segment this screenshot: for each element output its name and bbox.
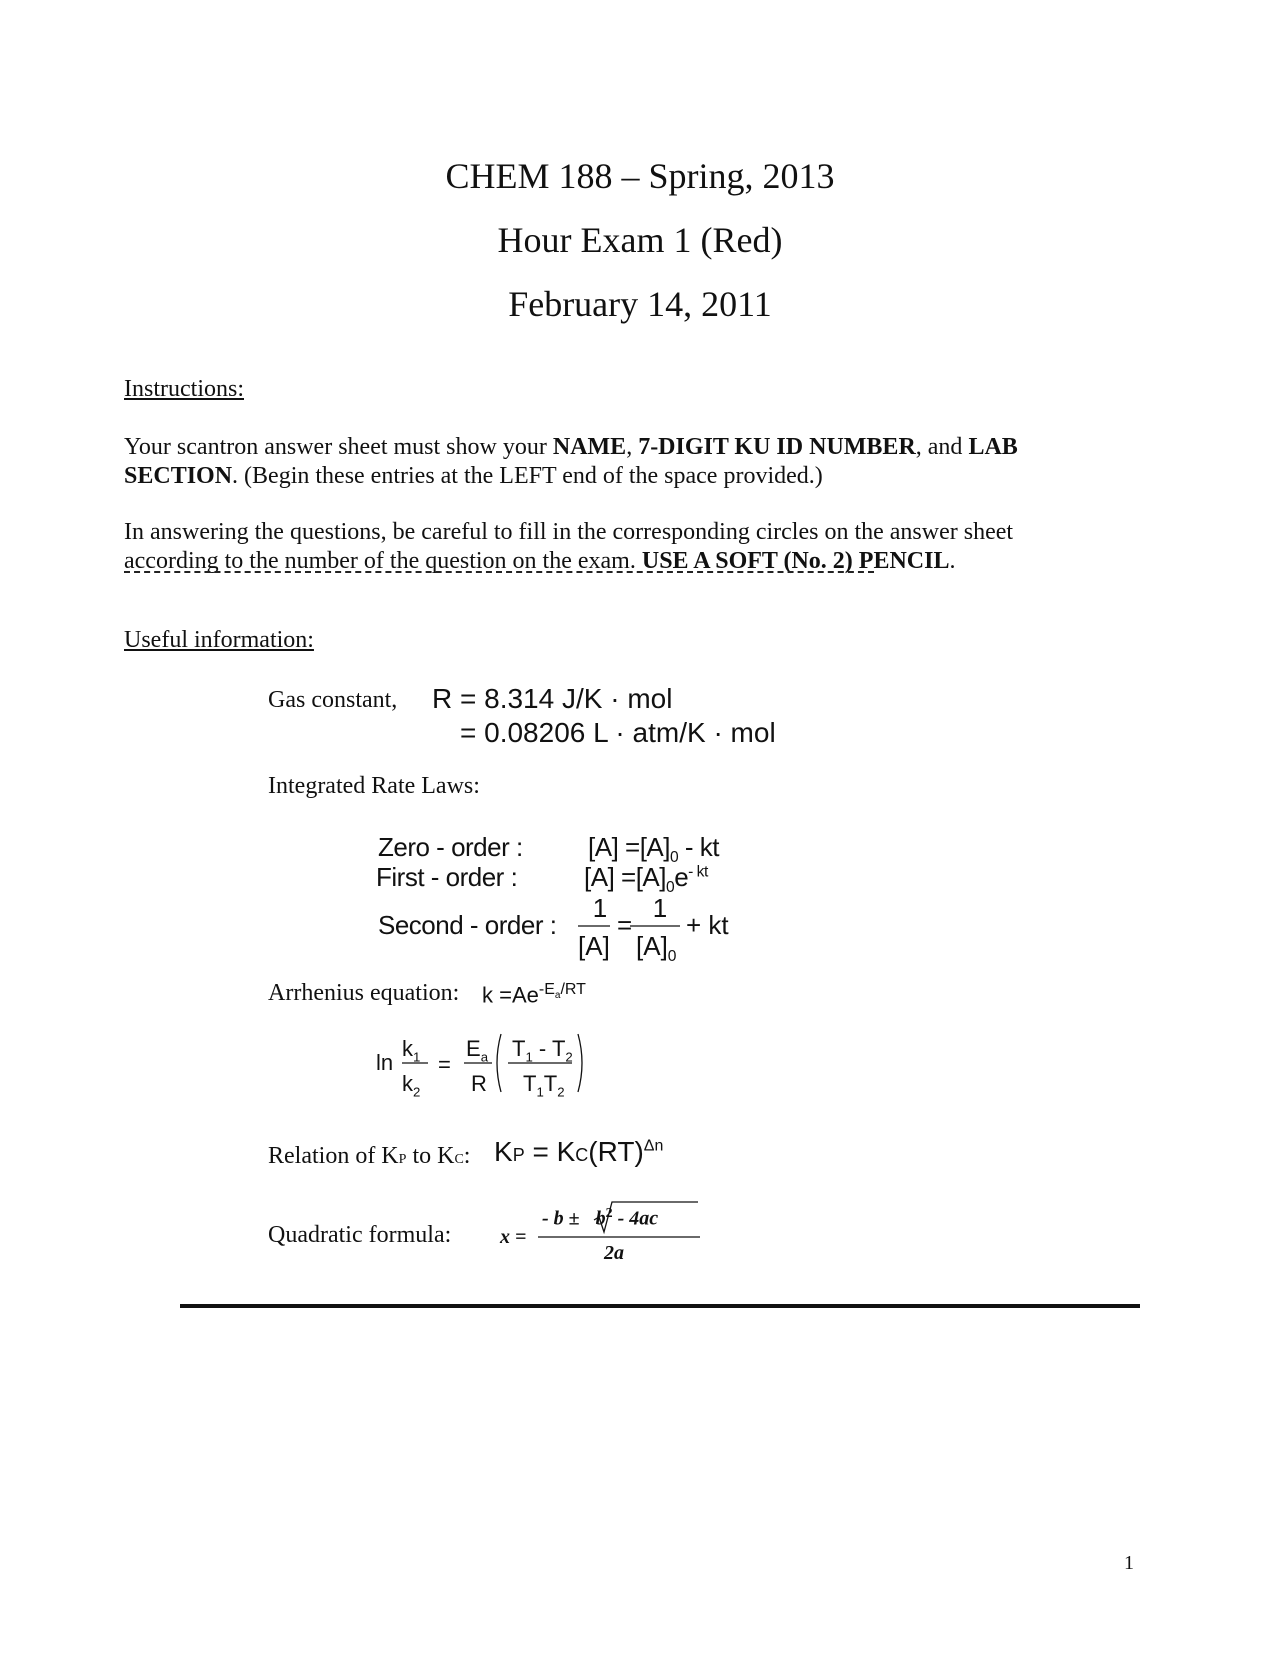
zero-order-label: Zero - order :	[378, 832, 523, 862]
useful-info-heading: Useful information:	[124, 627, 314, 653]
second-order-label: Second - order :	[378, 910, 557, 940]
ln-symbol: ln	[376, 1050, 394, 1075]
name-emphasis: NAME	[552, 434, 627, 460]
second-order-denominator-1: [A]	[578, 931, 610, 961]
zero-order-equation: $[A] =[A]_0$ - kt	[588, 832, 720, 867]
arrhenius-label: Arrhenius equation:	[268, 980, 460, 1006]
id-emphasis: 7-DIGIT KU ID NUMBER	[638, 434, 916, 460]
arrhenius-equation: $k =Ae^{-E_a/RT}$	[482, 981, 586, 1008]
quadratic-numerator: - $b \pm b^2 - 4ac$	[542, 1206, 659, 1230]
instructions-paragraph-1: Your scantron answer sheet must show your NAME, 7-DIGIT KU ID NUMBER, and LAB SECTION. (Begin these entries at the LEFT end of the space provided.)	[124, 434, 1018, 489]
ln-equals: =	[438, 1052, 451, 1077]
quadratic-denominator: 2a	[604, 1242, 624, 1264]
quadratic-label: Quadratic formula:	[268, 1222, 452, 1248]
gas-constant-label: Gas constant,	[268, 687, 398, 713]
k2-denominator: $k_2$	[402, 1071, 421, 1100]
relation-label: Relation of KP to KC:	[268, 1143, 471, 1169]
ea-numerator: $E_a$	[466, 1036, 489, 1065]
instructions-heading: Instructions:	[124, 376, 244, 402]
kp-kc-equation: KP = KC(RT)$^{\Delta n}$	[494, 1136, 664, 1167]
instructions-paragraph-2: In answering the questions, be careful to fill in the corresponding circles on the answer sheet according to the number of the question on the exam. USE A SOFT (No. 2) PENCIL.	[124, 519, 1014, 574]
page-number: 1	[1124, 1552, 1134, 1574]
horizontal-rule	[180, 1304, 1140, 1308]
t1-minus-t2-numerator: $T_1 - T_2$	[512, 1036, 573, 1065]
exam-date: February 14, 2011	[508, 284, 772, 324]
second-order-equals: =	[617, 910, 633, 940]
arrhenius-ratio-graphics	[400, 1030, 600, 1110]
second-order-numerator-1: 1	[592, 893, 608, 923]
gas-constant-line-1: R = 8.314 J/K · mol	[432, 683, 673, 714]
quadratic-graphics	[538, 1196, 708, 1240]
second-order-denominator-2: $[A]_0$	[636, 931, 677, 966]
exam-title: Hour Exam 1 (Red)	[497, 220, 783, 260]
lab-emphasis: LAB SECTION	[124, 434, 1018, 489]
pencil-emphasis: USE A SOFT (No. 2) PENCIL	[641, 548, 950, 574]
t1t2-denominator: $T_1T_2$	[523, 1071, 565, 1100]
k1-numerator: $k_1$	[402, 1036, 421, 1065]
r-denominator: R	[471, 1071, 487, 1096]
gas-constant-line-2: = 0.08206 L · atm/K · mol	[460, 717, 776, 748]
quadratic-x: x =	[500, 1226, 527, 1248]
sqrt-radical-icon	[594, 1202, 698, 1232]
first-order-label: First - order :	[376, 862, 518, 892]
second-order-numerator-2: 1	[652, 893, 668, 923]
course-title: CHEM 188 – Spring, 2013	[445, 156, 835, 196]
dashed-separator	[124, 571, 874, 573]
first-order-equation: $[A] =[A]_0e^{- kt}$	[584, 862, 708, 897]
left-paren	[497, 1034, 501, 1092]
rate-laws-label: Integrated Rate Laws:	[268, 773, 480, 799]
right-paren	[578, 1034, 582, 1092]
second-order-tail: + kt	[686, 910, 729, 940]
